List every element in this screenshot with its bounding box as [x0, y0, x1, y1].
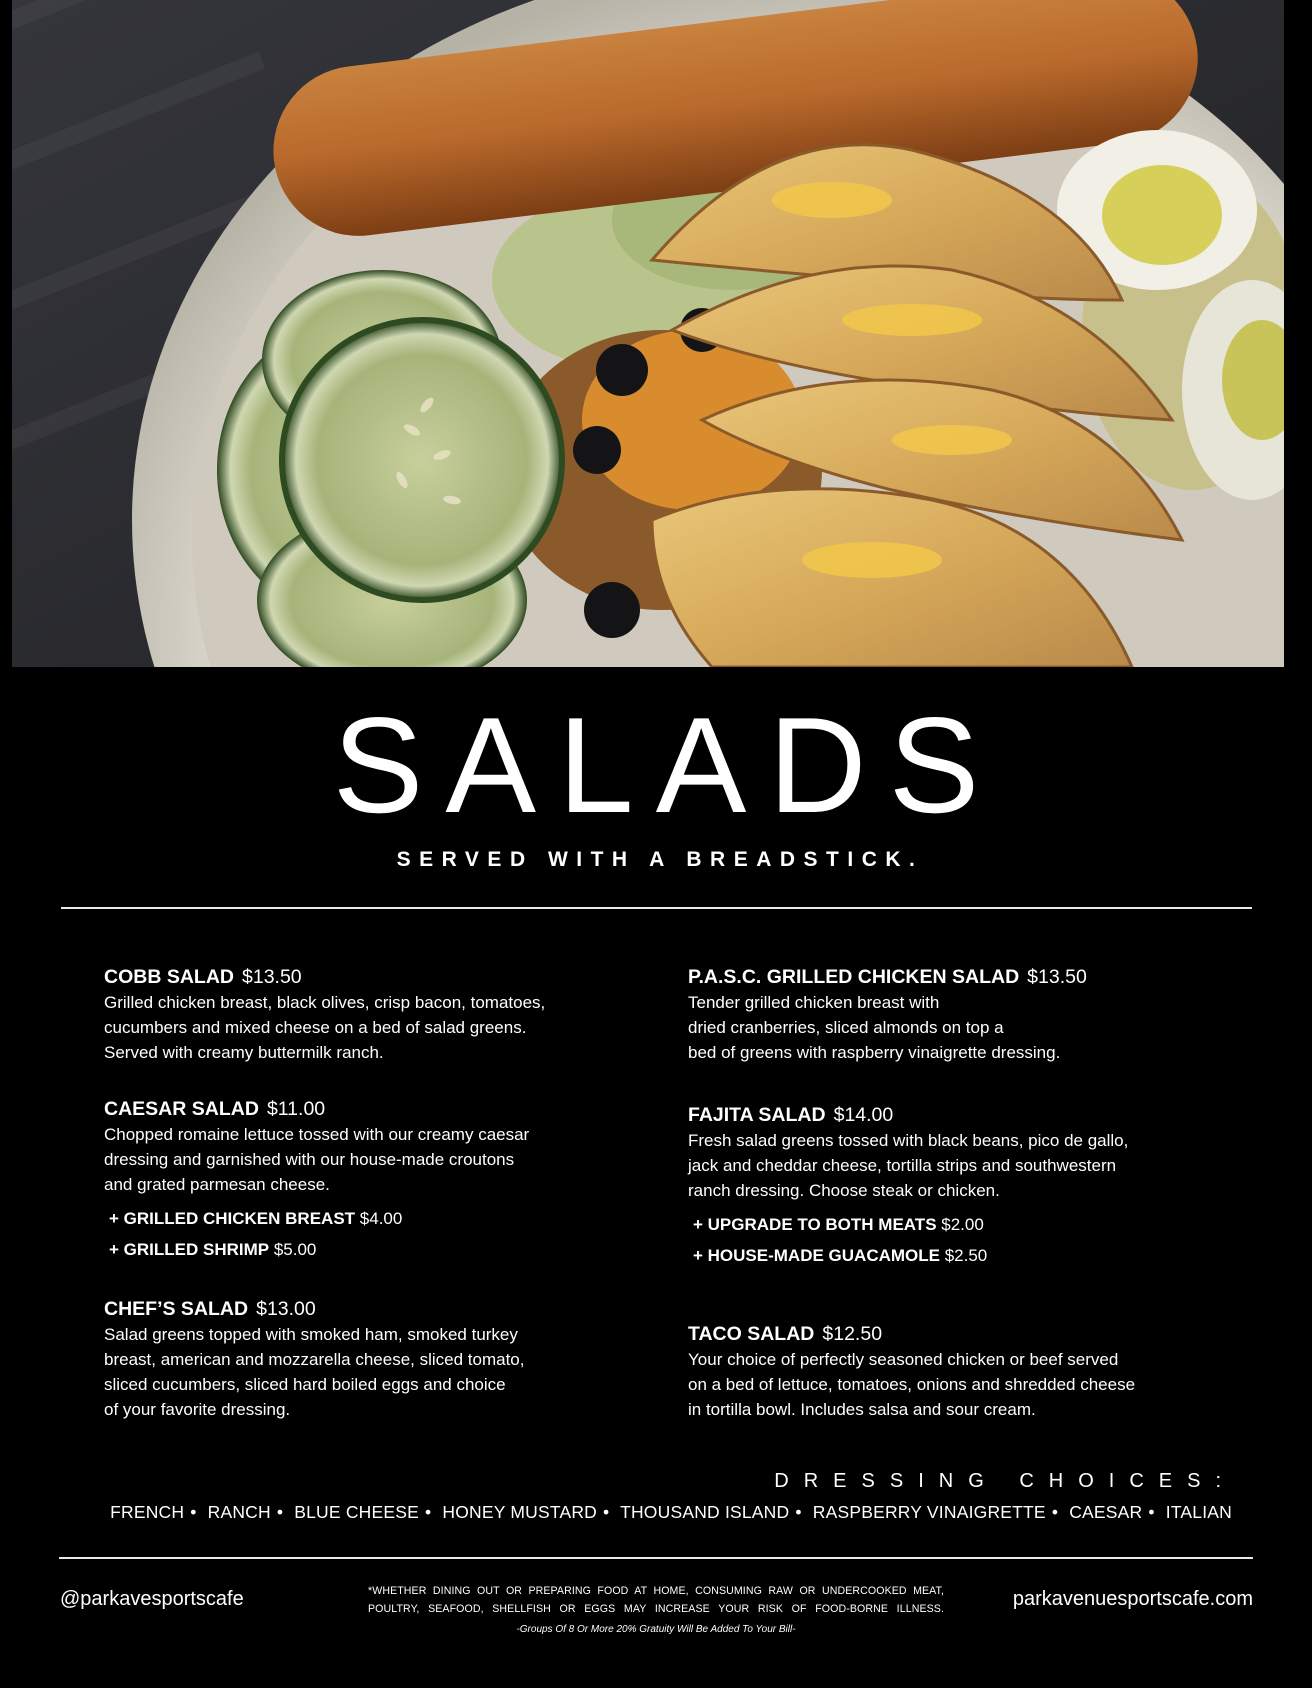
item-name: P.A.S.C. GRILLED CHICKEN SALAD [688, 966, 1020, 988]
addon-name: + GRILLED SHRIMP [109, 1240, 270, 1259]
addon-price: $2.00 [941, 1215, 984, 1234]
item-price: $13.50 [242, 966, 302, 988]
menu-item-pasc-grilled-chicken-salad [688, 964, 1228, 1065]
dressing-choice: BLUE CHEESE [294, 1502, 419, 1522]
dressing-title: DRESSING CHOICES: [774, 1470, 1236, 1492]
addon-name: + HOUSE-MADE GUACAMOLE [693, 1246, 940, 1265]
item-description: Tender grilled chicken breast with dried cranberries, sliced almonds on top a bed of greens with raspberry vinaigrette dressing. [688, 993, 1061, 1062]
item-name: FAJITA SALAD [688, 1104, 826, 1126]
item-name: CAESAR SALAD [104, 1098, 259, 1120]
item-name: TACO SALAD [688, 1323, 815, 1345]
menu-item-caesar-salad [104, 1096, 624, 1265]
addon-name: + GRILLED CHICKEN BREAST [109, 1209, 356, 1228]
separator-dot: • [795, 1502, 802, 1522]
social-handle[interactable]: @parkavesportscafe [60, 1588, 244, 1610]
item-price: $13.50 [1027, 966, 1087, 988]
dressing-choice: THOUSAND ISLAND [620, 1502, 790, 1522]
menu-item-chefs-salad [104, 1296, 624, 1422]
addon-price: $4.00 [359, 1209, 403, 1228]
addon-item [104, 1234, 624, 1265]
separator-dot: • [190, 1502, 197, 1522]
hero-photo [12, 0, 1284, 667]
addon-item [688, 1240, 1228, 1271]
item-description: Your choice of perfectly seasoned chicken or beef served on a bed of lettuce, tomatoes, onions and shredded cheese in tortilla bowl. Includes salsa and sour cream. [688, 1350, 1136, 1419]
item-price: $14.00 [833, 1104, 894, 1126]
addon-item [104, 1203, 624, 1234]
menu-item-fajita-salad [688, 1102, 1228, 1271]
item-description: Salad greens topped with smoked ham, smoked turkey breast, american and mozzarella cheese, sliced tomato, sliced cucumbers, sliced hard boiled eggs and choice of your favorite dressing. [104, 1325, 525, 1419]
separator-dot: • [276, 1502, 284, 1522]
menu-item-cobb-salad [104, 964, 624, 1065]
dressing-choice: CAESAR [1069, 1502, 1143, 1522]
separator-dot: • [425, 1502, 432, 1522]
addon-list [104, 1203, 624, 1265]
dressing-choice: FRENCH [110, 1502, 185, 1522]
gratuity-note: -Groups Of 8 Or More 20% Gratuity Will Be Added To Your Bill- [516, 1624, 796, 1635]
item-description: Fresh salad greens tossed with black beans, pico de gallo, jack and cheddar cheese, tortilla strips and southwestern ranch dressing. Choose steak or chicken. [688, 1131, 1129, 1200]
addon-price: $2.50 [944, 1246, 988, 1265]
top-divider [61, 907, 1252, 909]
menu-item-taco-salad [688, 1321, 1248, 1422]
website-link[interactable]: parkavenuesportscafe.com [1012, 1588, 1253, 1610]
page-title: SALADS [332, 689, 1002, 841]
dressing-choice: RASPBERRY VINAIGRETTE [812, 1502, 1046, 1522]
item-description: Chopped romaine lettuce tossed with our creamy caesar dressing and garnished with our house-made croutons and grated parmesan cheese. [104, 1125, 530, 1194]
item-name: CHEF’S SALAD [104, 1298, 249, 1320]
separator-dot: • [603, 1502, 610, 1522]
dressing-choices [0, 1502, 1232, 1523]
addon-item [688, 1209, 1228, 1240]
item-price: $11.00 [266, 1098, 326, 1120]
bottom-divider [59, 1557, 1253, 1559]
item-description: Grilled chicken breast, black olives, crisp bacon, tomatoes, cucumbers and mixed cheese on a bed of salad greens. Served with creamy buttermilk ranch. [104, 993, 546, 1062]
page-subtitle: SERVED WITH A BREADSTICK. [396, 848, 924, 871]
separator-dot: • [1051, 1502, 1059, 1522]
addon-price: $5.00 [273, 1240, 317, 1259]
dressing-choice: RANCH [207, 1502, 271, 1522]
dressing-choice: HONEY MUSTARD [442, 1502, 597, 1522]
salad-illustration [12, 0, 1284, 667]
dressing-choice: ITALIAN [1165, 1502, 1232, 1522]
item-name: COBB SALAD [104, 966, 234, 988]
separator-dot: • [1148, 1502, 1155, 1522]
food-safety-warning: *WHETHER DINING OUT OR PREPARING FOOD AT HOME, CONSUMING RAW OR UNDERCOOKED MEAT, POULTRY, SEAFOOD, SHELLFISH OR EGGS MAY INCREASE YOUR RISK OF FOOD-BORNE ILLNESS. [368, 1585, 944, 1615]
addon-name: + UPGRADE TO BOTH MEATS [693, 1215, 937, 1234]
addon-list [688, 1209, 1228, 1271]
item-price: $12.50 [822, 1323, 883, 1345]
item-price: $13.00 [256, 1298, 316, 1320]
